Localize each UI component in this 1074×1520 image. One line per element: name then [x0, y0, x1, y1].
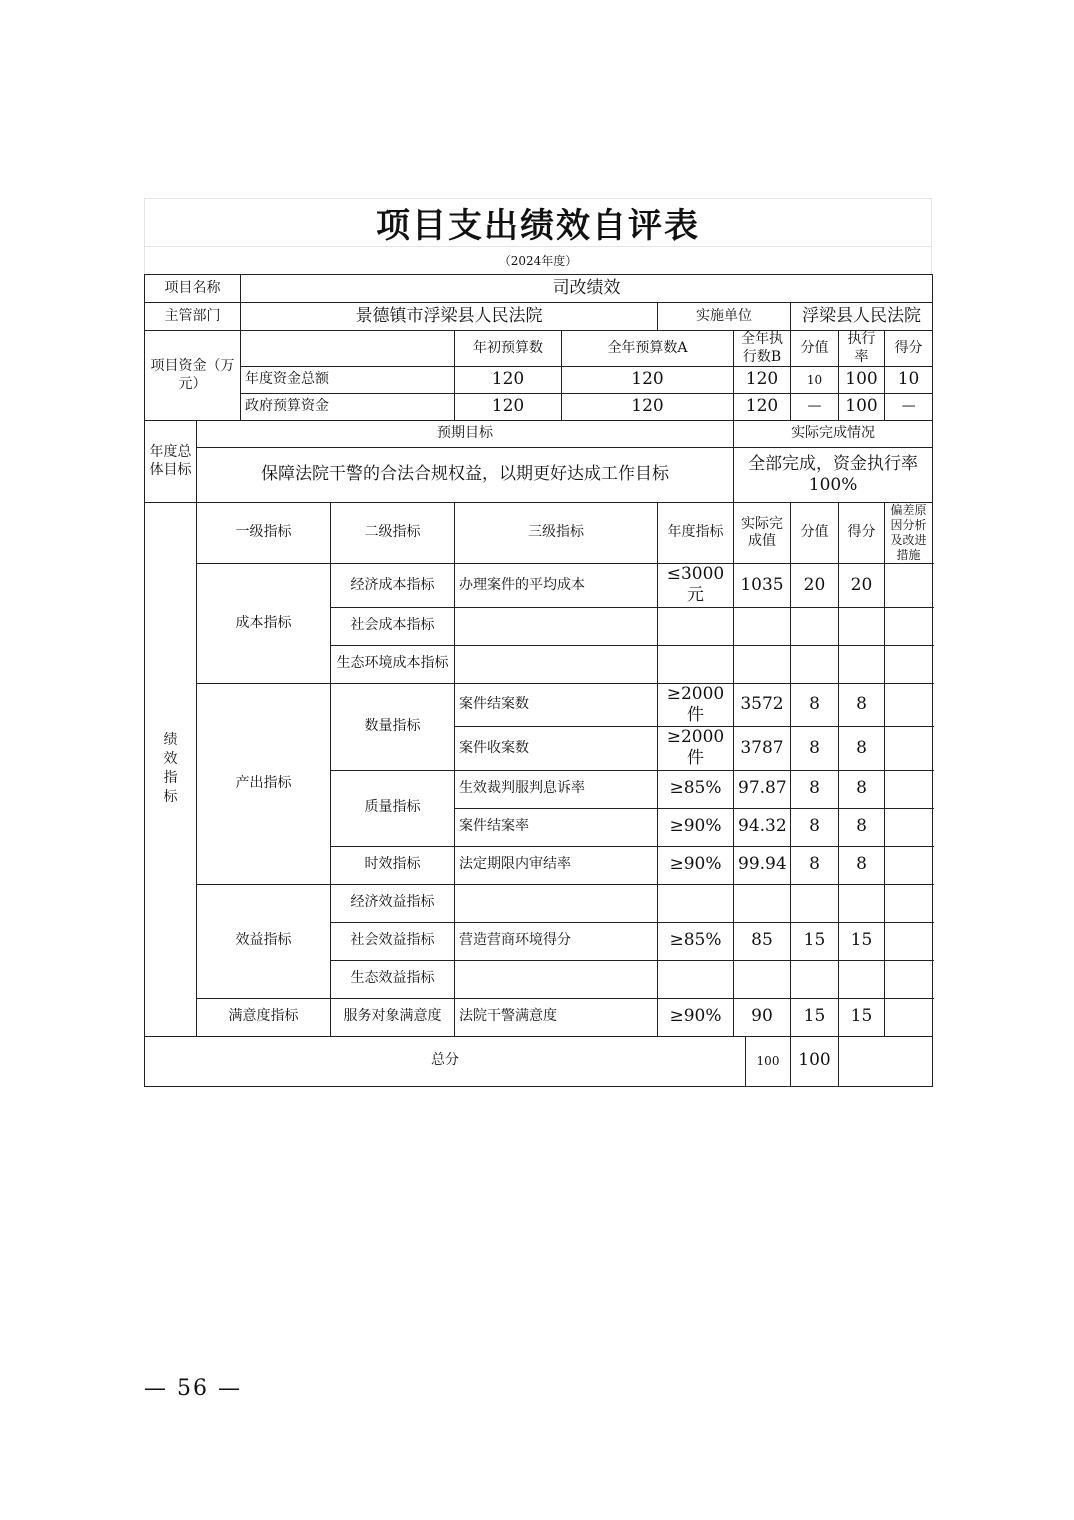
score-cell: 8: [839, 770, 885, 808]
target-cell: ≥2000件: [658, 727, 734, 771]
score-cell: [839, 607, 885, 645]
funds-cell: 10: [791, 367, 839, 394]
perf-header: 实际完成值: [734, 503, 791, 564]
funds-label: 项目资金（万元）: [145, 331, 241, 421]
actual-cell: [734, 960, 791, 998]
level2-cell: 经济效益指标: [331, 884, 455, 922]
level3-cell: 办理案件的平均成本: [455, 564, 658, 608]
perf-row: [145, 998, 933, 1036]
deviation-cell: [885, 884, 933, 922]
actual-cell: 85: [734, 922, 791, 960]
funds-header: 分值: [791, 331, 839, 367]
dept-label: 主管部门: [145, 303, 241, 331]
level2-cell: 数量指标: [331, 683, 455, 770]
dept-value: 景德镇市浮梁县人民法院: [241, 303, 658, 331]
level2-cell: 社会成本指标: [331, 607, 455, 645]
funds-cell: 120: [455, 394, 562, 421]
level1-cell: 满意度指标: [197, 998, 331, 1036]
target-cell: [658, 884, 734, 922]
page-number: — 56 —: [144, 1376, 242, 1401]
level2-cell: 经济成本指标: [331, 564, 455, 608]
level3-cell: 法院干警满意度: [455, 998, 658, 1036]
perf-header: 二级指标: [331, 503, 455, 564]
target-cell: ≥2000件: [658, 683, 734, 727]
target-cell: ≥90%: [658, 808, 734, 846]
weight-cell: 8: [791, 683, 839, 727]
unit-label: 实施单位: [658, 303, 791, 331]
level3-cell: 生效裁判服判息诉率: [455, 770, 658, 808]
perf-header: 一级指标: [197, 503, 331, 564]
form-title: 项目支出绩效自评表: [144, 198, 932, 246]
level2-cell: 生态环境成本指标: [331, 645, 455, 683]
level2-cell: 服务对象满意度: [331, 998, 455, 1036]
total-row: [145, 1036, 933, 1086]
funds-cell: —: [791, 394, 839, 421]
level1-cell: 效益指标: [197, 884, 331, 998]
level3-cell: [455, 607, 658, 645]
funds-header: 执行率: [839, 331, 885, 367]
total-score: 100: [791, 1036, 839, 1086]
total-deviation: [839, 1036, 933, 1086]
deviation-cell: [885, 607, 933, 645]
deviation-cell: [885, 727, 933, 771]
funds-cell: 10: [885, 367, 933, 394]
target-cell: ≤3000元: [658, 564, 734, 608]
weight-cell: [791, 645, 839, 683]
level3-cell: [455, 960, 658, 998]
actual-goal-text: 全部完成，资金执行率100%: [734, 448, 933, 503]
project-name-row: [145, 275, 933, 303]
funds-row: [145, 394, 933, 421]
funds-cell: 120: [734, 367, 791, 394]
funds-header: 全年执行数B: [734, 331, 791, 367]
target-cell: [658, 645, 734, 683]
funds-header-blank: [241, 331, 455, 367]
deviation-cell: [885, 808, 933, 846]
weight-cell: 20: [791, 564, 839, 608]
perf-header: 分值: [791, 503, 839, 564]
weight-cell: 8: [791, 770, 839, 808]
actual-cell: 3572: [734, 683, 791, 727]
perf-label-text: 绩效指标: [163, 732, 178, 806]
perf-row: [145, 884, 933, 922]
goal-label: 年度总体目标: [145, 421, 197, 503]
deviation-cell: [885, 846, 933, 884]
weight-cell: 15: [791, 922, 839, 960]
project-name-label: 项目名称: [145, 275, 241, 303]
actual-cell: 99.94: [734, 846, 791, 884]
funds-cell: 120: [562, 367, 734, 394]
funds-row-label: 政府预算资金: [241, 394, 455, 421]
deviation-cell: [885, 998, 933, 1036]
form-year: （2024年度）: [144, 246, 932, 274]
expected-goal-text: 保障法院干警的合法合规权益，以期更好达成工作目标: [197, 448, 734, 503]
actual-cell: 97.87: [734, 770, 791, 808]
level3-cell: [455, 884, 658, 922]
perf-header: 三级指标: [455, 503, 658, 564]
funds-cell: 120: [455, 367, 562, 394]
level2-cell: 生态效益指标: [331, 960, 455, 998]
perf-row: [145, 683, 933, 727]
level1-cell: 成本指标: [197, 564, 331, 684]
target-cell: [658, 960, 734, 998]
actual-cell: 90: [734, 998, 791, 1036]
deviation-cell: [885, 645, 933, 683]
level3-cell: 案件收案数: [455, 727, 658, 771]
goal-row: [145, 448, 933, 503]
score-cell: [839, 645, 885, 683]
weight-cell: 8: [791, 846, 839, 884]
expected-goal-label: 预期目标: [197, 421, 734, 448]
level2-cell: 质量指标: [331, 770, 455, 846]
perf-row: [145, 564, 933, 608]
funds-header: 得分: [885, 331, 933, 367]
score-cell: 8: [839, 808, 885, 846]
funds-cell: 100: [839, 394, 885, 421]
level3-cell: 法定期限内审结率: [455, 846, 658, 884]
weight-cell: 8: [791, 808, 839, 846]
funds-cell: 120: [562, 394, 734, 421]
level3-cell: [455, 645, 658, 683]
level2-cell: 时效指标: [331, 846, 455, 884]
perf-header: 年度指标: [658, 503, 734, 564]
goal-header-row: [145, 421, 933, 448]
target-cell: [658, 607, 734, 645]
score-cell: [839, 960, 885, 998]
target-cell: ≥85%: [658, 922, 734, 960]
funds-cell: 100: [839, 367, 885, 394]
score-cell: 8: [839, 727, 885, 771]
level3-cell: 案件结案率: [455, 808, 658, 846]
actual-cell: [734, 884, 791, 922]
funds-header: 年初预算数: [455, 331, 562, 367]
actual-cell: [734, 645, 791, 683]
funds-row: [145, 367, 933, 394]
project-name-value: 司改绩效: [241, 275, 933, 303]
weight-cell: 15: [791, 998, 839, 1036]
perf-header-row: [145, 503, 933, 564]
unit-value: 浮梁县人民法院: [791, 303, 933, 331]
weight-cell: [791, 607, 839, 645]
funds-header-row: [145, 331, 933, 367]
actual-goal-label: 实际完成情况: [734, 421, 933, 448]
deviation-cell: [885, 683, 933, 727]
perf-header: 得分: [839, 503, 885, 564]
score-cell: 8: [839, 846, 885, 884]
score-cell: 15: [839, 922, 885, 960]
target-cell: ≥90%: [658, 998, 734, 1036]
target-cell: ≥85%: [658, 770, 734, 808]
funds-cell: 120: [734, 394, 791, 421]
level1-cell: 产出指标: [197, 683, 331, 884]
actual-cell: 94.32: [734, 808, 791, 846]
deviation-cell: [885, 960, 933, 998]
funds-header: 全年预算数A: [562, 331, 734, 367]
total-weight: 100: [746, 1036, 791, 1086]
actual-cell: [734, 607, 791, 645]
level3-cell: 案件结案数: [455, 683, 658, 727]
funds-row-label: 年度资金总额: [241, 367, 455, 394]
level3-cell: 营造营商环境得分: [455, 922, 658, 960]
actual-cell: 1035: [734, 564, 791, 608]
deviation-cell: [885, 922, 933, 960]
score-cell: 8: [839, 683, 885, 727]
target-cell: ≥90%: [658, 846, 734, 884]
score-cell: 15: [839, 998, 885, 1036]
deviation-cell: [885, 770, 933, 808]
funds-cell: —: [885, 394, 933, 421]
perf-label: [145, 503, 197, 1037]
perf-header: 偏差原因分析及改进措施: [885, 503, 933, 564]
deviation-cell: [885, 564, 933, 608]
level2-cell: 社会效益指标: [331, 922, 455, 960]
score-cell: [839, 884, 885, 922]
score-cell: 20: [839, 564, 885, 608]
actual-cell: 3787: [734, 727, 791, 771]
performance-form: [144, 198, 932, 1087]
dept-row: [145, 303, 933, 331]
weight-cell: [791, 884, 839, 922]
weight-cell: [791, 960, 839, 998]
weight-cell: 8: [791, 727, 839, 771]
total-label: 总分: [145, 1036, 746, 1086]
form-table: [144, 274, 933, 1087]
